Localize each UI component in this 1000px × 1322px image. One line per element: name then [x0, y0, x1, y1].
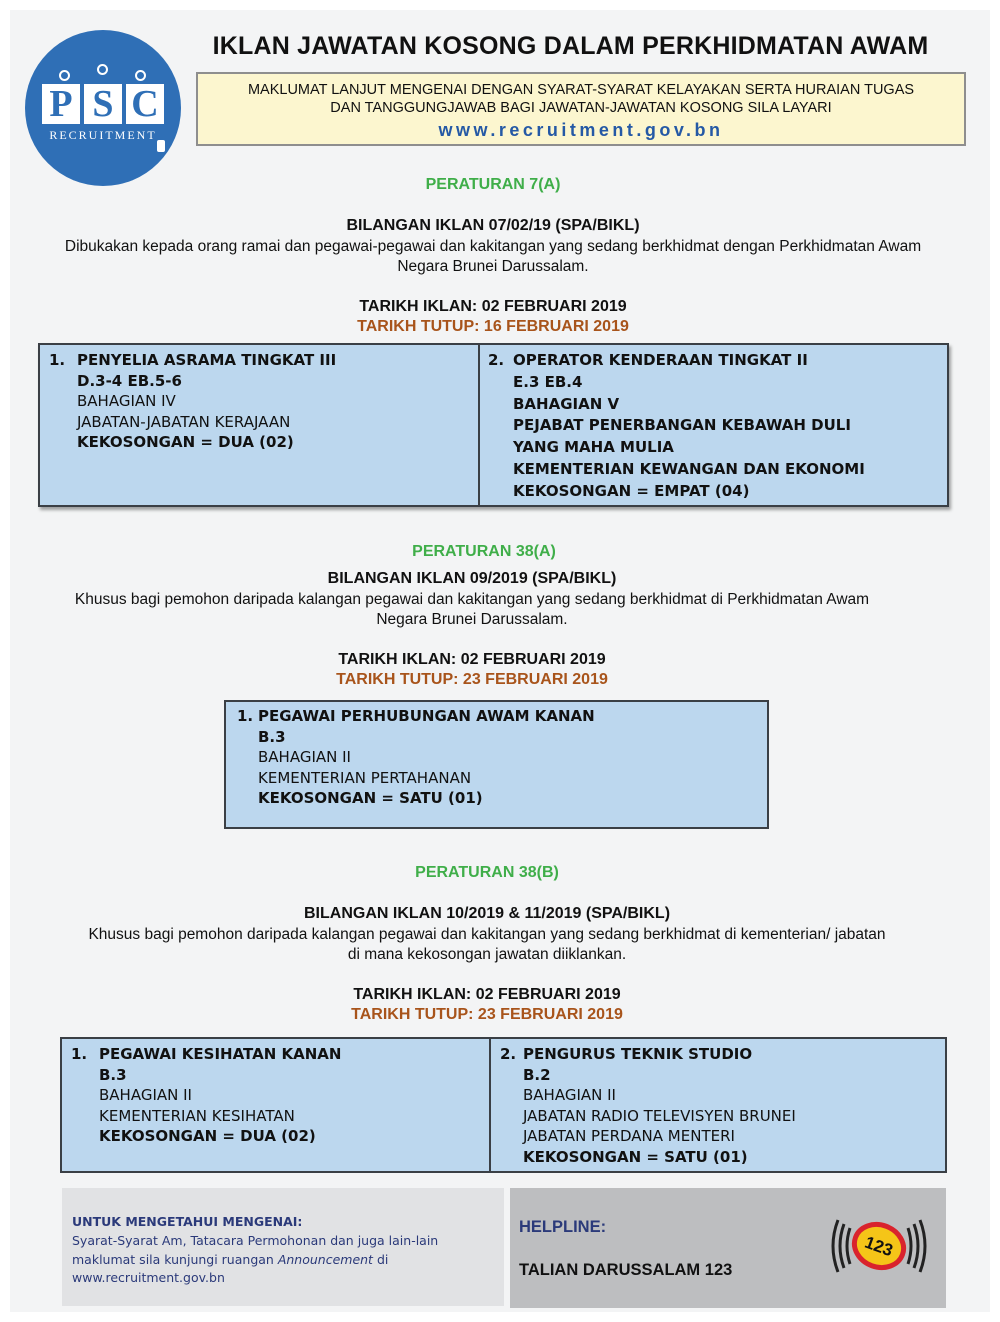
vacancy-cell: [489, 1039, 945, 1171]
logo-letter-c: C: [126, 84, 164, 124]
section-3-desc-line-1: Khusus bagi pemohon daripada kalangan pegawai dan kakitangan yang sedang berkhidmat di kementerian/ jabatan: [88, 926, 886, 943]
section-2-desc-line-2: Negara Brunei Darussalam.: [376, 611, 568, 628]
vacancy-count: KEKOSONGAN = DUA (02): [99, 1127, 316, 1145]
vacancy-count: KEKOSONGAN = SATU (01): [523, 1147, 748, 1166]
vacancy-count: KEKOSONGAN = EMPAT (04): [513, 481, 750, 500]
info-line-2: DAN TANGGUNGJAWAB BAGI JAWATAN-JAWATAN KOSONG SILA LAYARI: [330, 100, 832, 116]
section-1-close-date: TARIKH TUTUP: 16 FEBRUARI 2019: [357, 318, 629, 335]
vacancy-grade: B.2: [523, 1065, 551, 1084]
vacancy-item: 2. PENGURUS TEKNIK STUDIO B.2 BAHAGIAN II JABATAN RADIO TELEVISYEN BRUNEI JABATAN PERDANA MENTERI KEKOSONGAN = SATU (01): [500, 1045, 796, 1166]
section-1-ad-number: BILANGAN IKLAN 07/02/19 (SPA/BIKL): [346, 217, 640, 234]
helpline-label: HELPLINE:: [519, 1218, 607, 1236]
info-line-1: MAKLUMAT LANJUT MENGENAI DENGAN SYARAT-SYARAT KELAYAKAN SERTA HURAIAN TUGAS: [247, 82, 915, 98]
section-3-desc-line-2: di mana kekosongan jawatan diiklankan.: [347, 946, 627, 963]
vacancy-ministry: KEMENTERIAN KESIHATAN: [99, 1106, 295, 1125]
helpline-123-badge-icon: [824, 1202, 934, 1290]
vacancy-cell: [478, 345, 947, 505]
section-2-vacancy-table: [224, 700, 769, 829]
vacancy-department: YANG MAHA MULIA: [513, 438, 674, 457]
section-2-rule: PERATURAN 38(A): [412, 543, 556, 560]
vacancy-grade: B.3: [99, 1065, 127, 1084]
vacancy-cell: [62, 1039, 489, 1171]
section-3-ad-number: BILANGAN IKLAN 10/2019 & 11/2019 (SPA/BIKL): [303, 905, 671, 922]
logo-letter-s: S: [84, 84, 122, 124]
recruitment-url-link[interactable]: www.recruitment.gov.bn: [438, 120, 724, 140]
vacancy-division: BAHAGIAN IV: [77, 392, 176, 410]
info-panel-title: UNTUK MENGETAHUI MENGENAI:: [72, 1214, 303, 1229]
vacancy-ministry: KEMENTERIAN PERTAHANAN: [258, 768, 472, 787]
vacancy-division: BAHAGIAN II: [99, 1086, 192, 1104]
section-3-close-date: TARIKH TUTUP: 23 FEBRUARI 2019: [351, 1006, 623, 1023]
helpline-panel: [510, 1188, 946, 1308]
vacancy-title: PENGURUS TEKNIK STUDIO: [523, 1045, 753, 1063]
vacancy-department: PEJABAT PENERBANGAN KEBAWAH DULI: [513, 416, 851, 435]
logo-subtitle: RECRUITMENT: [49, 128, 157, 142]
info-panel-text: Syarat-Syarat Am, Tatacara Permohonan dan juga lain-lain maklumat sila kunjungi ruangan Announcement di www.recruitment.gov.bn: [72, 1232, 492, 1288]
vacancy-item: 1. PENYELIA ASRAMA TINGKAT III D.3-4 EB.5-6 BAHAGIAN IV JABATAN-JABATAN KERAJAAN KEKOSONGAN = DUA (02): [49, 351, 337, 451]
section-3-rule: PERATURAN 38(B): [415, 864, 559, 881]
vacancy-item: 1. PEGAWAI PERHUBUNGAN AWAM KANAN B.3 BAHAGIAN II KEMENTERIAN PERTAHANAN KEKOSONGAN = SATU (01): [237, 707, 595, 807]
section-1-rule: PERATURAN 7(A): [425, 176, 561, 193]
badge-number: 123: [862, 1232, 896, 1261]
vacancy-grade: D.3-4 EB.5-6: [77, 371, 182, 390]
vacancy-title: PENYELIA ASRAMA TINGKAT III: [77, 351, 337, 369]
psc-recruitment-logo: [25, 30, 181, 186]
vacancy-division: BAHAGIAN II: [258, 748, 351, 766]
section-3-vacancy-table: [60, 1037, 947, 1173]
page-title: IKLAN JAWATAN KOSONG DALAM PERKHIDMATAN AWAM: [212, 32, 929, 60]
vacancy-count: KEKOSONGAN = SATU (01): [258, 789, 483, 807]
vacancy-count: KEKOSONGAN = DUA (02): [77, 433, 294, 451]
vacancy-item: 2. OPERATOR KENDERAAN TINGKAT II E.3 EB.4 BAHAGIAN V PEJABAT PENERBANGAN KEBAWAH DULI YANG MAHA MULIA KEMENTERIAN KEWANGAN DAN EKONOMI KEKOSONGAN = EMPAT (04): [488, 350, 865, 503]
section-3-ad-date: TARIKH IKLAN: 02 FEBRUARI 2019: [353, 986, 621, 1003]
vacancy-division: BAHAGIAN II: [523, 1086, 616, 1104]
vacancy-grade: E.3 EB.4: [513, 372, 583, 391]
section-2-close-date: TARIKH TUTUP: 23 FEBRUARI 2019: [336, 671, 608, 688]
vacancy-cell: [40, 345, 478, 505]
cursor-icon: [157, 140, 165, 152]
section-2-ad-date: TARIKH IKLAN: 02 FEBRUARI 2019: [338, 651, 606, 668]
section-2-desc-line-1: Khusus bagi pemohon daripada kalangan pegawai dan kakitangan yang sedang berkhidmat di Perkhidmatan Awam: [74, 591, 870, 608]
section-1-vacancy-table: [38, 343, 949, 507]
vacancy-department: JABATAN RADIO TELEVISYEN BRUNEI: [523, 1106, 796, 1125]
section-1-ad-date: TARIKH IKLAN: 02 FEBRUARI 2019: [359, 298, 627, 315]
vacancy-title: PEGAWAI PERHUBUNGAN AWAM KANAN: [258, 707, 595, 725]
info-banner: [196, 72, 966, 146]
vacancy-ministry: JABATAN PERDANA MENTERI: [523, 1127, 735, 1145]
section-1-desc-line-2: Negara Brunei Darussalam.: [397, 258, 589, 275]
section-1-desc-line-1: Dibukakan kepada orang ramai dan pegawai-pegawai dan kakitangan yang sedang berkhidmat dengan Perkhidmatan Awam: [64, 238, 922, 255]
vacancy-title: OPERATOR KENDERAAN TINGKAT II: [513, 351, 808, 369]
helpline-value: TALIAN DARUSSALAM 123: [519, 1261, 733, 1279]
info-panel: [62, 1188, 504, 1306]
vacancy-title: PEGAWAI KESIHATAN KANAN: [99, 1045, 342, 1063]
vacancy-division: BAHAGIAN V: [513, 394, 620, 413]
logo-letter-p: P: [42, 84, 80, 124]
info-panel-url-link[interactable]: www.recruitment.gov.bn: [72, 1270, 225, 1285]
vacancy-cell: [226, 702, 767, 827]
vacancy-department: JABATAN-JABATAN KERAJAAN: [77, 412, 291, 431]
section-2-ad-number: BILANGAN IKLAN 09/2019 (SPA/BIKL): [327, 570, 617, 587]
vacancy-item: 1. PEGAWAI KESIHATAN KANAN B.3 BAHAGIAN II KEMENTERIAN KESIHATAN KEKOSONGAN = DUA (02): [71, 1045, 342, 1145]
vacancy-ministry: KEMENTERIAN KEWANGAN DAN EKONOMI: [513, 459, 865, 478]
vacancy-grade: B.3: [258, 727, 286, 746]
